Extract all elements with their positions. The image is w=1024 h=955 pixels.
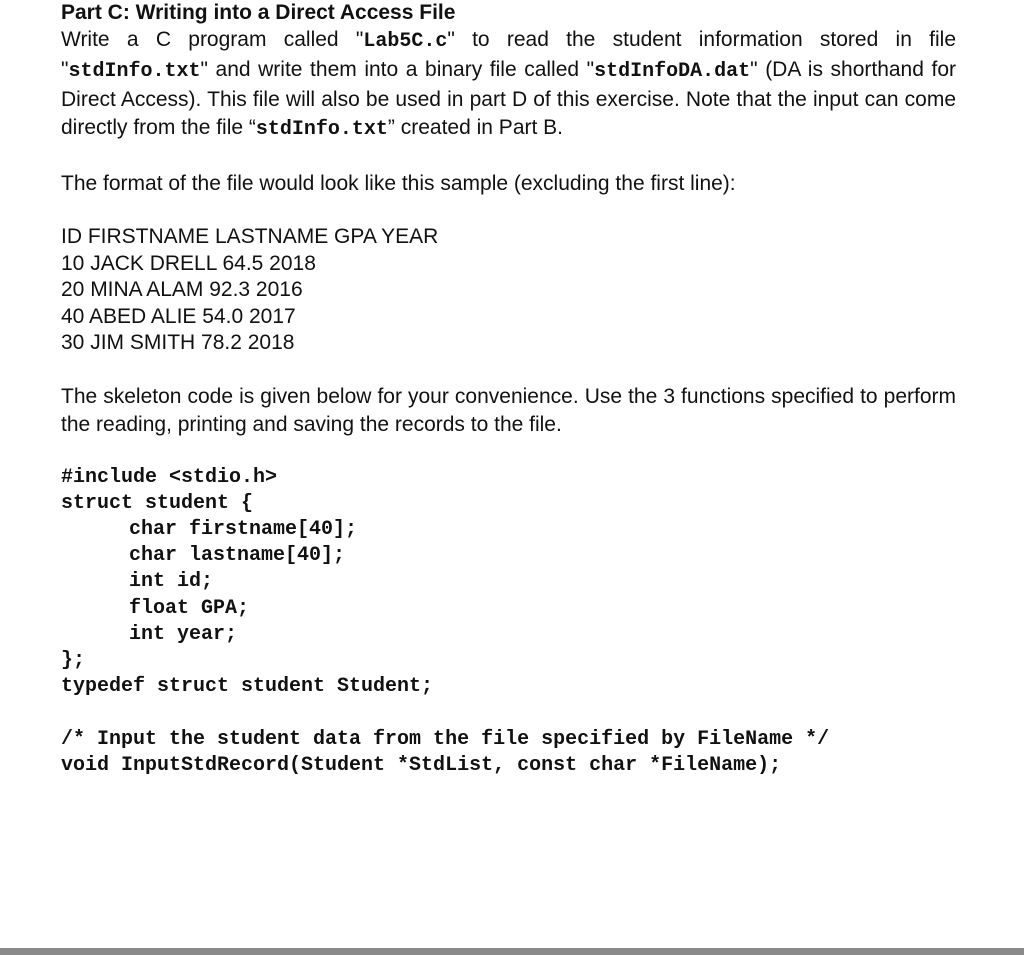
code-struct-open: struct student {	[61, 491, 254, 515]
output-filename: stdInfoDA.dat	[594, 60, 751, 83]
skeleton-paragraph: The skeleton code is given below for your convenience. Use the 3 functions specified to perform the reading, printing and saving the records to the file.	[61, 384, 956, 436]
code-blank-line	[61, 700, 956, 726]
code-typedef-line: typedef struct student Student;	[61, 675, 434, 699]
sample-file-block	[61, 224, 956, 357]
sample-line: 20 MINA ALAM 92.3 2016	[61, 278, 303, 301]
intro-text-5: ” created in Part B.	[387, 116, 563, 139]
sample-line: 30 JIM SMITH 78.2 2018	[61, 331, 295, 354]
intro-text-4: " (DA is shorthand for Direct Access). This file will also be used in part D of this exercise. Note that the input can come directly from the file “	[61, 58, 957, 139]
intro-text-2: " to read the student information stored in file "	[61, 28, 956, 81]
code-comment-line: /* Input the student data from the file specified by FileName */	[61, 727, 830, 751]
code-field-line: float GPA;	[129, 596, 250, 620]
code-field-line: char firstname[40];	[129, 517, 358, 541]
sample-header-line: ID FIRSTNAME LASTNAME GPA YEAR	[61, 225, 439, 248]
code-include-line: #include <stdio.h>	[61, 465, 278, 489]
document-page	[61, 0, 956, 779]
code-field-line: int year;	[129, 622, 238, 646]
sample-line: 10 JACK DRELL 64.5 2018	[61, 251, 316, 275]
input-filename: stdInfo.txt	[68, 60, 201, 83]
sample-line: 40 ABED ALIE 54.0 2017	[61, 304, 296, 328]
section-heading: Part C: Writing into a Direct Access File	[61, 1, 456, 24]
intro-text-1: Write a C program called "	[61, 28, 364, 51]
code-struct-close: };	[61, 648, 86, 672]
format-paragraph: The format of the file would look like this sample (excluding the first line):	[61, 172, 736, 195]
intro-text-3: " and write them into a binary file called "	[200, 58, 595, 81]
code-field-line: int id;	[129, 570, 214, 594]
code-block	[61, 465, 956, 779]
intro-paragraph	[61, 26, 956, 144]
code-prototype-line: void InputStdRecord(Student *StdList, const char *FileName);	[61, 753, 782, 777]
code-field-line: char lastname[40];	[129, 544, 346, 568]
program-filename: Lab5C.c	[363, 30, 448, 53]
input-filename-ref: stdInfo.txt	[255, 118, 388, 141]
page-bottom-divider	[0, 948, 1024, 955]
